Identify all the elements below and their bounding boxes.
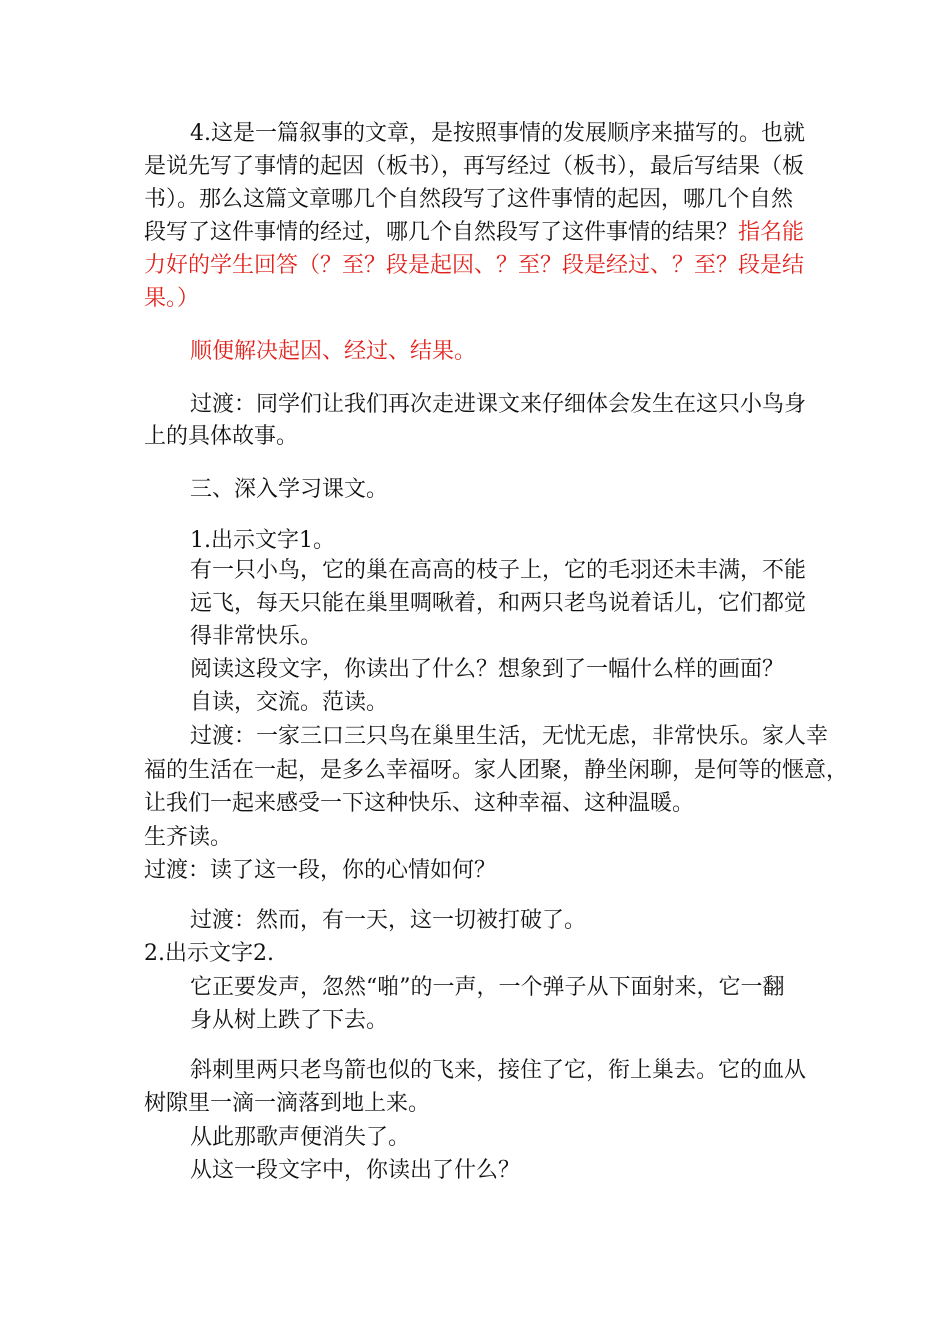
- item-1-text-line-3: 得非常快乐。: [190, 624, 323, 649]
- item-1-transition-2: 过渡：读了这一段，你的心情如何？: [144, 858, 497, 883]
- item-2-text-1-line-2: 身从树上跌了下去。: [190, 1008, 389, 1033]
- item-1-text-line-1: 有一只小鸟，它的巢在高高的枝子上，它的毛羽还未丰满，不能: [190, 558, 807, 583]
- item-2-text-1-line-1: 它正要发声，忽然“啪”的一声，一个弹子从下面射来，它一翻: [190, 975, 785, 1000]
- item-1-text-line-2: 远飞，每天只能在巢里啁啾着，和两只老鸟说着话儿，它们都觉: [190, 591, 807, 616]
- paragraph-4-line-1: 4.这是一篇叙事的文章，是按照事情的发展顺序来描写的。也就: [190, 121, 805, 146]
- paragraph-4-line-5: 力好的学生回答（？至？段是起因、？至？段是经过、？至？段是结: [144, 253, 805, 278]
- teacher-note-red: 指名能: [738, 220, 805, 245]
- transition-line-1: 过渡：同学们让我们再次走进课文来仔细体会发生在这只小鸟身: [190, 392, 807, 417]
- item-1-transition-line-1: 过渡：一家三口三只鸟在巢里生活，无忧无虑，非常快乐。家人幸: [190, 724, 829, 749]
- transition-3: 过渡：然而，有一天，这一切被打破了。: [190, 908, 587, 933]
- paragraph-4-line-3: 书）。那么这篇文章哪几个自然段写了这件事情的起因，哪几个自然: [144, 187, 794, 212]
- item-1-heading: 1.出示文字1。: [190, 528, 335, 553]
- section-heading-3: 三、深入学习课文。: [190, 477, 389, 502]
- item-2-text-3: 从此那歌声便消失了。: [190, 1125, 411, 1150]
- paragraph-4-line-6: 果。）: [144, 286, 200, 311]
- item-1-activity: 自读，交流。范读。: [190, 690, 389, 715]
- item-2-text-2-line-2: 树隙里一滴一滴落到地上来。: [144, 1091, 431, 1116]
- item-2-heading: 2.出示文字2.: [144, 941, 274, 966]
- paragraph-4-line-2: 是说先写了事情的起因（板书），再写经过（板书），最后写结果（板: [144, 154, 805, 179]
- teacher-note-cause-process-result: 顺便解决起因、经过、结果。: [190, 339, 477, 364]
- item-1-transition-line-3: 让我们一起来感受一下这种快乐、这种幸福、这种温暖。: [144, 791, 695, 816]
- item-2-question: 从这一段文字中，你读出了什么？: [190, 1158, 521, 1183]
- paragraph-4-line-4-text: 段写了这件事情的经过，哪几个自然段写了这件事情的结果？: [144, 220, 739, 245]
- transition-line-2: 上的具体故事。: [144, 424, 299, 449]
- item-1-question: 阅读这段文字，你读出了什么？想象到了一幅什么样的画面？: [190, 657, 785, 682]
- item-2-text-2-line-1: 斜刺里两只老鸟箭也似的飞来，接住了它，衔上巢去。它的血从: [190, 1058, 807, 1083]
- item-1-transition-line-2: 福的生活在一起，是多么幸福呀。家人团聚，静坐闲聊，是何等的惬意，: [144, 758, 849, 783]
- group-reading: 生齐读。: [144, 825, 233, 850]
- paragraph-4-line-4: [144, 217, 804, 249]
